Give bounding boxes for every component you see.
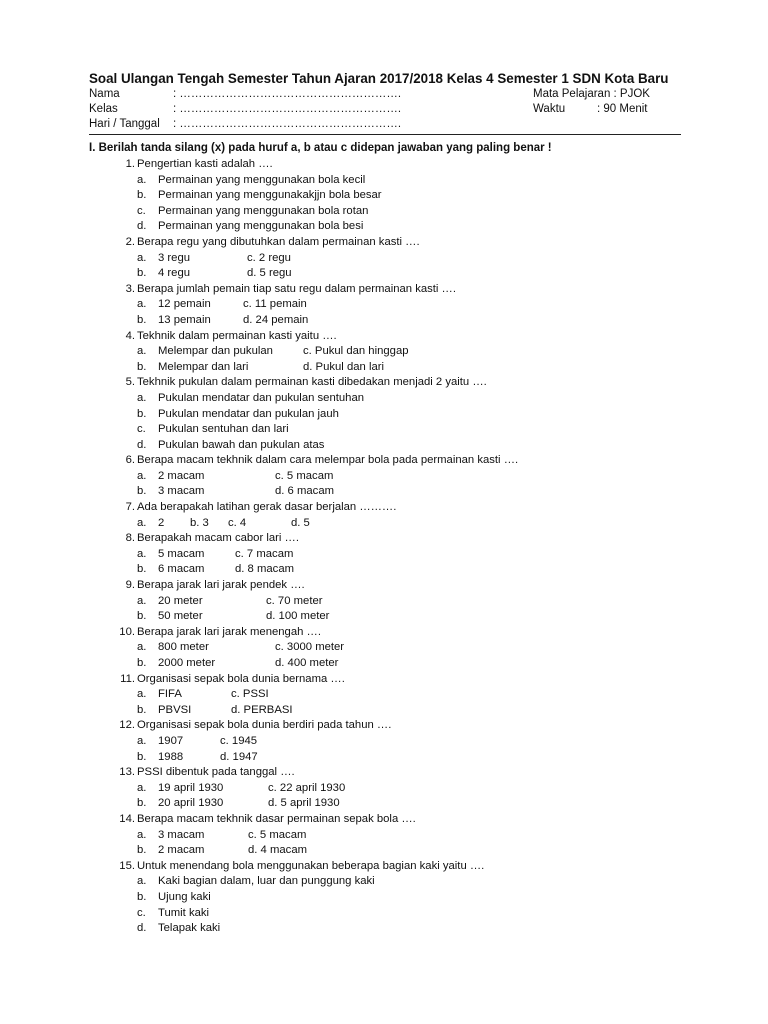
option-row	[0, 796, 768, 812]
option-row	[0, 843, 768, 859]
question-number: 9.	[125, 579, 135, 592]
question-line	[0, 235, 768, 251]
option-row	[0, 313, 768, 329]
question-item	[0, 500, 768, 531]
option-letter: b.	[137, 890, 147, 903]
option-letter: c.	[137, 204, 146, 217]
option-text: Permainan yang menggunakan bola kecil	[158, 173, 366, 186]
option-text: 800 meter	[158, 641, 209, 654]
option-text-alt: d. 5	[291, 516, 310, 529]
question-line	[0, 765, 768, 781]
option-line	[0, 188, 768, 204]
question-item	[0, 453, 768, 500]
option-text: Pukulan sentuhan dan lari	[158, 423, 289, 436]
option-text: 3 regu	[158, 251, 191, 264]
question-item	[0, 765, 768, 812]
option-text-alt: c. 70 meter	[266, 594, 323, 607]
option-row	[0, 344, 768, 360]
option-text: 4 regu	[158, 267, 191, 280]
option-text-alt: d. 100 meter	[266, 610, 330, 623]
option-row	[0, 266, 768, 282]
option-text: 2000 meter	[158, 657, 216, 669]
option-text: 2	[158, 516, 165, 529]
exam-title: Soal Ulangan Tengah Semester Tahun Ajaran 2017/2018 Kelas 4 Semester 1 SDN Kota Baru	[89, 71, 669, 86]
question-item	[0, 531, 768, 578]
question-text: Berapa regu yang dibutuhkan dalam permainan kasti ….	[137, 235, 420, 248]
option-text-alt: c. 3000 meter	[275, 641, 345, 654]
question-item	[0, 329, 768, 376]
question-number: 7.	[125, 501, 135, 514]
option-text: Permainan yang menggunakan bola besi	[158, 220, 364, 233]
question-item	[0, 375, 768, 453]
option-row	[0, 360, 768, 376]
waktu-label: Waktu	[533, 103, 566, 115]
option-row	[0, 297, 768, 313]
option-text: 1988	[158, 750, 184, 763]
option-letter: b.	[137, 189, 147, 202]
option-row	[0, 750, 768, 766]
option-text-alt: c. Pukul dan hinggap	[303, 345, 409, 358]
question-item	[0, 625, 768, 672]
option-text: Melempar dan lari	[158, 360, 249, 373]
option-text: Kaki bagian dalam, luar dan punggung kaki	[158, 875, 375, 888]
question-text: Untuk menendang bola menggunakan beberapa bagian kaki yaitu ….	[137, 859, 485, 872]
option-text: 20 meter	[158, 594, 203, 607]
question-item	[0, 235, 768, 282]
option-text: Tumit kaki	[158, 906, 210, 919]
nama-field: : ………………………………………………….	[173, 88, 402, 100]
option-letter: b.	[137, 407, 147, 420]
question-item	[0, 157, 768, 235]
option-text: Melempar dan pukulan	[158, 345, 273, 358]
question-text: Organisasi sepak bola dunia berdiri pada tahun ….	[137, 719, 392, 732]
question-number: 6.	[125, 454, 135, 467]
question-list	[0, 157, 768, 937]
nama-label: Nama	[89, 88, 120, 100]
option-letter: c.	[137, 423, 146, 436]
question-line	[0, 859, 768, 875]
question-number: 1.	[125, 158, 135, 170]
option-letter: a.	[137, 516, 147, 529]
option-text: 12 pemain	[158, 298, 211, 311]
question-text: Tekhnik dalam permainan kasti yaitu ….	[137, 329, 337, 342]
option-text-alt: d. 24 pemain	[243, 313, 309, 326]
question-text: Berapa macam tekhnik dalam cara melempar bola pada permainan kasti ….	[137, 454, 519, 467]
option-letter: a.	[137, 641, 147, 654]
option-text-alt: c. 11 pemain	[243, 298, 307, 311]
question-text: Berapa jarak lari jarak pendek ….	[137, 579, 305, 592]
option-text: Permainan yang menggunakakjjn bola besar	[158, 189, 382, 202]
question-number: 11.	[120, 672, 135, 685]
question-text: Organisasi sepak bola dunia bernama ….	[137, 672, 345, 685]
option-text-alt: b. 3	[190, 516, 209, 529]
option-line	[0, 219, 768, 235]
question-line	[0, 578, 768, 594]
option-text: Permainan yang menggunakan bola rotan	[158, 204, 369, 217]
option-letter: b.	[137, 360, 147, 373]
question-line	[0, 329, 768, 345]
question-line	[0, 625, 768, 641]
option-row	[0, 609, 768, 625]
option-letter: b.	[137, 703, 147, 716]
option-text: Telapak kaki	[158, 922, 221, 935]
option-text: Ujung kaki	[158, 890, 211, 903]
question-line	[0, 718, 768, 734]
option-letter: a.	[137, 875, 147, 888]
option-letter: b.	[137, 563, 147, 576]
question-line	[0, 375, 768, 391]
instruction-text: I. Berilah tanda silang (x) pada huruf a, b atau c didepan jawaban yang paling benar !	[89, 142, 552, 154]
question-item	[0, 578, 768, 625]
option-line	[0, 890, 768, 906]
option-text: 3 macam	[158, 485, 205, 498]
question-line	[0, 157, 768, 173]
option-row	[0, 640, 768, 656]
option-letter: a.	[137, 469, 147, 482]
option-text: 20 april 1930	[158, 797, 224, 810]
question-number: 5.	[125, 376, 135, 389]
option-row	[0, 656, 768, 672]
question-item	[0, 718, 768, 765]
option-letter: c.	[137, 906, 146, 919]
option-letter: a.	[137, 828, 147, 841]
option-line	[0, 391, 768, 407]
question-item	[0, 672, 768, 719]
option-letter: a.	[137, 734, 147, 747]
question-text: Berapa macam tekhnik dasar permainan sepak bola ….	[137, 812, 416, 825]
option-text: 13 pemain	[158, 313, 211, 326]
question-number: 14.	[119, 812, 135, 825]
option-text-alt: c. PSSI	[231, 688, 269, 701]
option-letter: d.	[137, 220, 147, 233]
option-line	[0, 921, 768, 937]
option-letter: b.	[137, 313, 147, 326]
option-letter: d.	[137, 438, 147, 451]
question-number: 8.	[125, 532, 135, 545]
option-row	[0, 516, 768, 532]
option-text: 3 macam	[158, 828, 205, 841]
option-letter: b.	[137, 657, 147, 669]
waktu-value: : 90 Menit	[597, 103, 648, 115]
option-row	[0, 828, 768, 844]
option-line	[0, 173, 768, 189]
option-letter: b.	[137, 750, 147, 763]
option-row	[0, 562, 768, 578]
option-letter: b.	[137, 797, 147, 810]
option-text-alt: c. 5 macam	[275, 469, 334, 482]
header-divider	[89, 134, 681, 135]
question-text: Berapa jumlah pemain tiap satu regu dalam permainan kasti ….	[137, 282, 456, 295]
option-line	[0, 438, 768, 454]
question-item	[0, 812, 768, 859]
hari-label: Hari / Tanggal	[89, 118, 160, 130]
option-text-alt: d. 4 macam	[248, 844, 308, 857]
question-number: 3.	[125, 282, 135, 295]
option-row	[0, 734, 768, 750]
option-letter: a.	[137, 688, 147, 701]
option-text-alt: c. 7 macam	[235, 547, 294, 560]
question-text: Tekhnik pukulan dalam permainan kasti dibedakan menjadi 2 yaitu ….	[137, 376, 487, 389]
option-letter: a.	[137, 298, 147, 311]
option-letter: b.	[137, 267, 147, 280]
question-number: 10.	[119, 625, 135, 638]
hari-field: : ………………………………………………….	[173, 118, 402, 130]
option-text-alt: d. 400 meter	[275, 657, 339, 669]
question-line	[0, 672, 768, 688]
question-text: Berapa jarak lari jarak menengah ….	[137, 625, 321, 638]
option-row	[0, 484, 768, 500]
option-text: 6 macam	[158, 563, 205, 576]
option-text-alt: d. 8 macam	[235, 563, 295, 576]
option-text: 50 meter	[158, 610, 203, 623]
option-text: FIFA	[158, 688, 182, 701]
option-row	[0, 251, 768, 267]
option-row	[0, 547, 768, 563]
option-line	[0, 874, 768, 890]
option-text: 2 macam	[158, 844, 205, 857]
option-letter: a.	[137, 391, 147, 404]
question-line	[0, 500, 768, 516]
option-text: 2 macam	[158, 469, 205, 482]
option-letter: b.	[137, 610, 147, 623]
mapel-text: Mata Pelajaran : PJOK	[533, 88, 650, 100]
question-number: 15.	[119, 859, 135, 872]
question-number: 12.	[119, 719, 135, 732]
option-row	[0, 687, 768, 703]
question-number: 4.	[125, 329, 135, 342]
option-letter: a.	[137, 345, 147, 358]
option-text-alt: d. PERBASI	[231, 703, 293, 716]
option-line	[0, 422, 768, 438]
option-text-alt: c. 2 regu	[247, 251, 291, 264]
option-text: Pukulan bawah dan pukulan atas	[158, 438, 325, 451]
option-letter: a.	[137, 594, 147, 607]
question-item	[0, 859, 768, 937]
option-letter: b.	[137, 844, 147, 857]
option-letter: b.	[137, 485, 147, 498]
option-letter: a.	[137, 781, 147, 794]
question-number: 2.	[125, 235, 135, 248]
option-text: 5 macam	[158, 547, 205, 560]
question-text: Berapakah macam cabor lari ….	[137, 532, 299, 545]
option-text: Pukulan mendatar dan pukulan jauh	[158, 407, 339, 420]
option-letter: a.	[137, 173, 147, 186]
option-text-alt: d. 1947	[220, 750, 258, 763]
option-text-alt: d. 5 april 1930	[268, 797, 340, 810]
kelas-label: Kelas	[89, 103, 118, 115]
question-line	[0, 531, 768, 547]
question-line	[0, 282, 768, 298]
option-text-alt: d. 6 macam	[275, 485, 335, 498]
option-text-alt: c. 4	[228, 516, 247, 529]
option-text-alt: c. 1945	[220, 734, 258, 747]
question-text: PSSI dibentuk pada tanggal ….	[137, 766, 295, 779]
option-text: 1907	[158, 734, 184, 747]
option-text-alt: c. 22 april 1930	[268, 781, 346, 794]
question-item	[0, 282, 768, 329]
kelas-field: : ………………………………………………….	[173, 103, 402, 115]
question-line	[0, 812, 768, 828]
option-text: PBVSI	[158, 703, 192, 716]
option-text-alt: c. 5 macam	[248, 828, 307, 841]
option-text-alt: d. 5 regu	[247, 267, 292, 280]
option-letter: a.	[137, 251, 147, 264]
option-row	[0, 469, 768, 485]
question-text: Pengertian kasti adalah ….	[137, 158, 273, 170]
option-text: 19 april 1930	[158, 781, 224, 794]
option-line	[0, 407, 768, 423]
question-line	[0, 453, 768, 469]
option-text: Pukulan mendatar dan pukulan sentuhan	[158, 391, 365, 404]
option-line	[0, 204, 768, 220]
question-text: Ada berapakah latihan gerak dasar berjalan ……….	[137, 501, 397, 514]
option-letter: a.	[137, 547, 147, 560]
option-line	[0, 906, 768, 922]
option-text-alt: d. Pukul dan lari	[303, 360, 385, 373]
option-row	[0, 594, 768, 610]
option-row	[0, 703, 768, 719]
option-row	[0, 781, 768, 797]
option-letter: d.	[137, 922, 147, 935]
question-number: 13.	[119, 766, 135, 779]
